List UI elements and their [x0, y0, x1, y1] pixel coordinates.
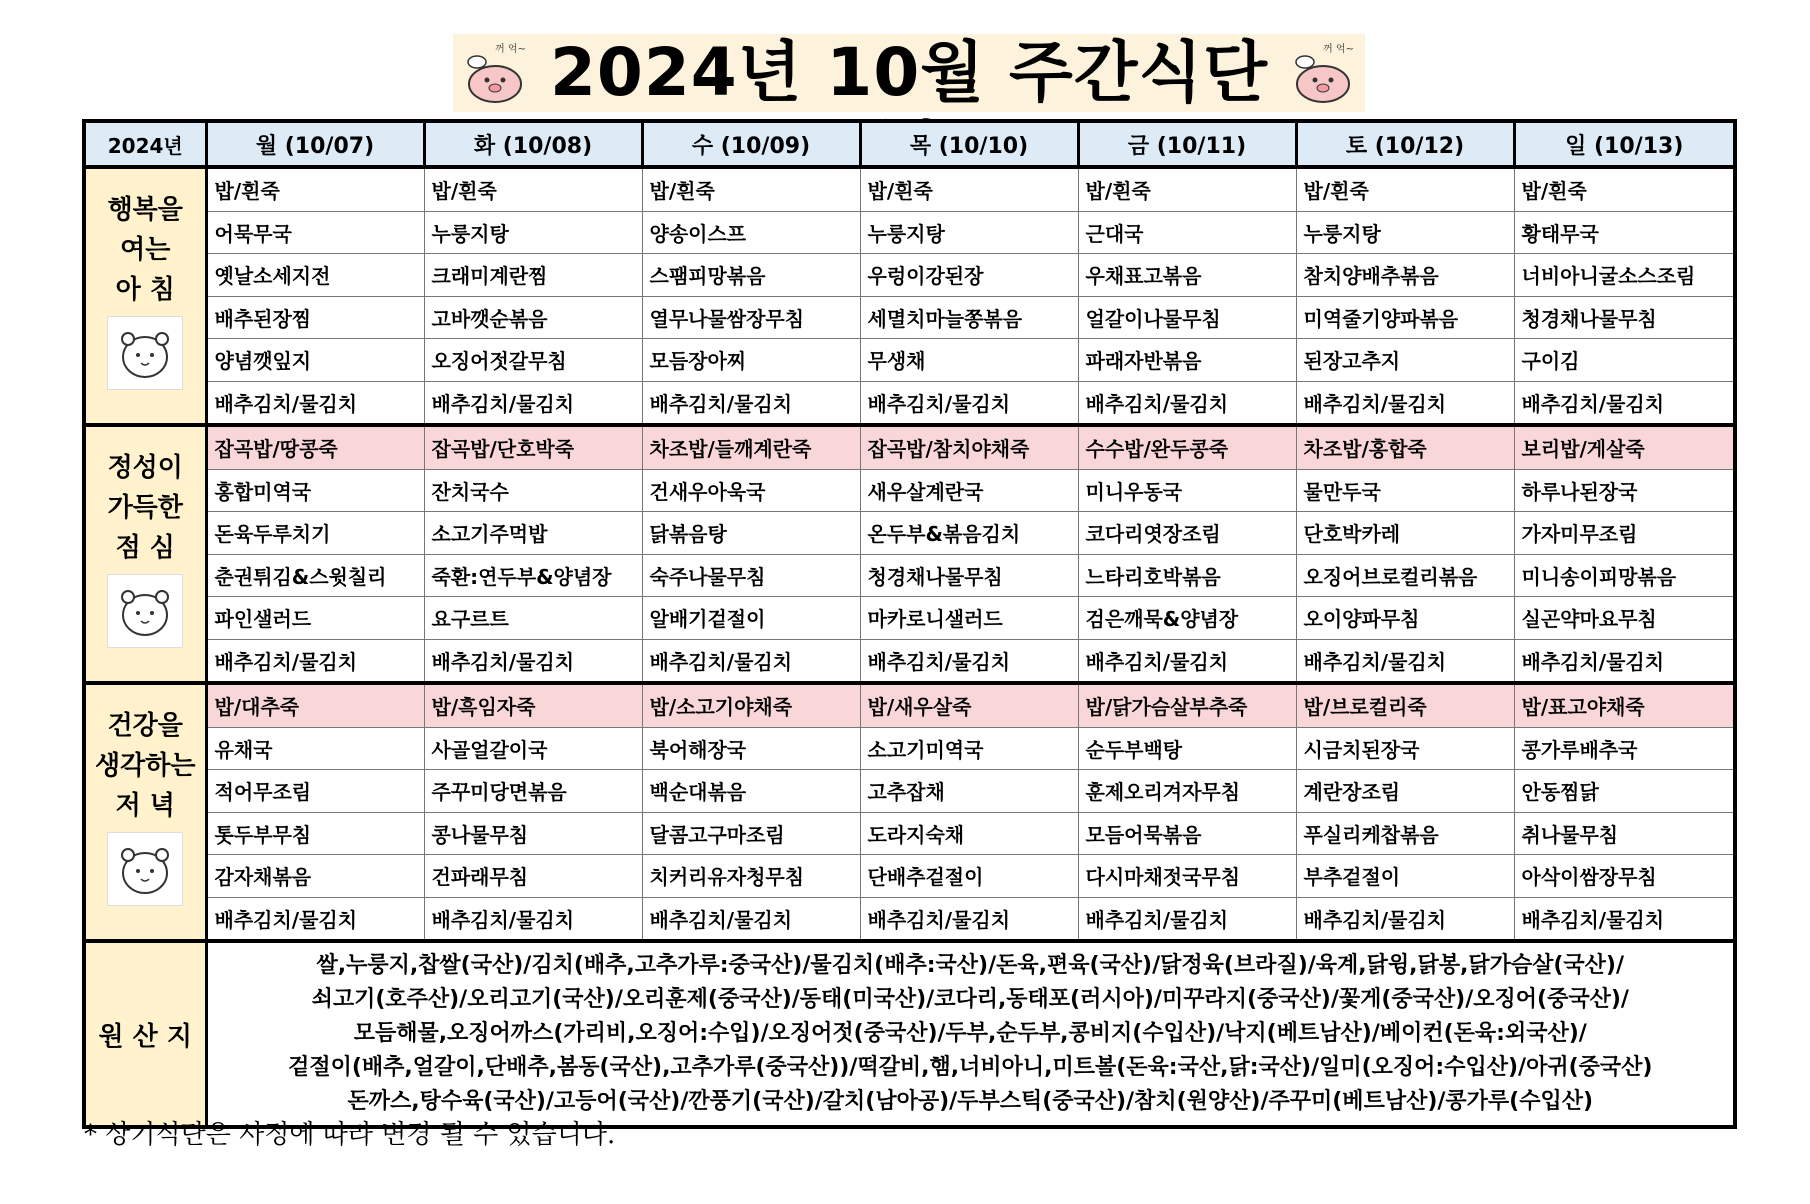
- menu-item: 차조밥/홍합죽: [1296, 425, 1514, 469]
- footnote: * 상기식단은 사정에 따라 변경 될 수 있습니다.: [84, 1120, 616, 1150]
- menu-item: 된장고추지: [1296, 339, 1514, 382]
- menu-item: 배추김치/물김치: [860, 381, 1078, 425]
- menu-item: 밥/흰죽: [1078, 167, 1296, 211]
- menu-item: 오이양파무침: [1296, 597, 1514, 640]
- title-banner: [453, 34, 1365, 112]
- menu-item: 모듬어묵볶음: [1078, 812, 1296, 855]
- menu-item: 실곤약마요무침: [1514, 597, 1735, 640]
- menu-item: 요구르트: [424, 597, 642, 640]
- menu-item: 밥/흰죽: [206, 167, 424, 211]
- menu-item: 우렁이강된장: [860, 254, 1078, 297]
- menu-item: 춘권튀김&스윗칠리: [206, 554, 424, 597]
- menu-item: 밥/소고기야채죽: [642, 683, 860, 727]
- menu-item: 닭볶음탕: [642, 512, 860, 555]
- menu-item: 양념깻잎지: [206, 339, 424, 382]
- menu-item: 모듬장아찌: [642, 339, 860, 382]
- day-header: 금 (10/11): [1078, 121, 1296, 167]
- meal-label-line: 저 녁: [115, 791, 175, 821]
- menu-item: 배추김치/물김치: [642, 639, 860, 683]
- menu-item: 수수밥/완두콩죽: [1078, 425, 1296, 469]
- menu-item: 밥/흰죽: [860, 167, 1078, 211]
- menu-item: 밥/닭가슴살부추죽: [1078, 683, 1296, 727]
- dinner-row: [84, 812, 1735, 855]
- lunch-row: [84, 425, 1735, 469]
- svg-text:꺼 억~: 꺼 억~: [1323, 44, 1354, 55]
- menu-item: 소고기주먹밥: [424, 512, 642, 555]
- menu-item: 적어무조림: [206, 770, 424, 813]
- menu-item: 죽환:연두부&양념장: [424, 554, 642, 597]
- menu-item: 배추김치/물김치: [1514, 639, 1735, 683]
- menu-item: 사골얼갈이국: [424, 727, 642, 770]
- menu-item: 배추김치/물김치: [206, 639, 424, 683]
- lunch-row: [84, 597, 1735, 640]
- origin-line: 모듬해물,오징어까스(가리비,오징어:수입)/오징어젓(중국산)/두부,순두부,콩비지(수입산)/낙지(베트남산)/베이컨(돈육:외국산)/: [353, 1021, 1587, 1046]
- menu-item: 어묵무국: [206, 211, 424, 254]
- menu-item: 아삭이쌈장무침: [1514, 855, 1735, 898]
- menu-item: 얼갈이나물무침: [1078, 296, 1296, 339]
- menu-item: 황태무국: [1514, 211, 1735, 254]
- menu-item: 잔치국수: [424, 469, 642, 512]
- breakfast-row: [84, 381, 1735, 425]
- menu-item: 근대국: [1078, 211, 1296, 254]
- breakfast-row: [84, 254, 1735, 297]
- menu-item: 도라지숙채: [860, 812, 1078, 855]
- menu-item: 배추김치/물김치: [424, 897, 642, 941]
- menu-item: 밥/대추죽: [206, 683, 424, 727]
- dinner-row: [84, 727, 1735, 770]
- menu-item: 배추김치/물김치: [642, 381, 860, 425]
- svg-text:꺼 억~: 꺼 억~: [495, 44, 526, 55]
- menu-item: 배추김치/물김치: [206, 381, 424, 425]
- menu-item: 누룽지탕: [1296, 211, 1514, 254]
- menu-item: 고추잡채: [860, 770, 1078, 813]
- menu-item: 배추김치/물김치: [1296, 897, 1514, 941]
- menu-item: 스팸피망볶음: [642, 254, 860, 297]
- lunch-row: [84, 639, 1735, 683]
- meal-label-line: 가득한: [107, 493, 183, 523]
- breakfast-row: [84, 211, 1735, 254]
- menu-item: 배추김치/물김치: [1296, 381, 1514, 425]
- origin-line: 쌀,누룽지,찹쌀(국산)/김치(배추,고추가루:중국산)/물김치(배추:국산)/돈육,편육(국산)/닭정육(브라질)/육계,닭윙,닭봉,닭가슴살(국산)/: [316, 953, 1625, 978]
- menu-item: 다시마채젓국무침: [1078, 855, 1296, 898]
- menu-item: 콩나물무침: [424, 812, 642, 855]
- day-header: 일 (10/13): [1514, 121, 1735, 167]
- year-header: 2024년: [84, 121, 206, 167]
- menu-item: 콩가루배추국: [1514, 727, 1735, 770]
- menu-item: 고바깻순볶음: [424, 296, 642, 339]
- header-row: [84, 121, 1735, 167]
- menu-item: 파래자반볶음: [1078, 339, 1296, 382]
- menu-item: 파인샐러드: [206, 597, 424, 640]
- lunch-row: [84, 554, 1735, 597]
- menu-item: 알배기겉절이: [642, 597, 860, 640]
- menu-item: 홍합미역국: [206, 469, 424, 512]
- menu-item: 누룽지탕: [860, 211, 1078, 254]
- menu-item: 청경채나물무침: [860, 554, 1078, 597]
- page-title: 2024년 10월 주간식단: [549, 34, 1269, 111]
- menu-item: 배추된장찜: [206, 296, 424, 339]
- origin-text: [206, 941, 1735, 1127]
- day-header: 목 (10/10): [860, 121, 1078, 167]
- menu-item: 단호박카레: [1296, 512, 1514, 555]
- bear-mascot-icon: [107, 832, 183, 906]
- menu-item: 밥/흰죽: [1296, 167, 1514, 211]
- dinner-row: [84, 855, 1735, 898]
- menu-item: 취나물무침: [1514, 812, 1735, 855]
- menu-item: 안동찜닭: [1514, 770, 1735, 813]
- menu-item: 계란장조림: [1296, 770, 1514, 813]
- menu-item: 배추김치/물김치: [642, 897, 860, 941]
- lunch-row: [84, 512, 1735, 555]
- meal-label-line: 점 심: [115, 533, 175, 563]
- menu-item: 밥/브로컬리죽: [1296, 683, 1514, 727]
- menu-item: 북어해장국: [642, 727, 860, 770]
- menu-item: 배추김치/물김치: [860, 897, 1078, 941]
- meal-label-line: 정성이: [107, 453, 183, 483]
- menu-item: 톳두부무침: [206, 812, 424, 855]
- menu-item: 푸실리케찹볶음: [1296, 812, 1514, 855]
- menu-item: 유채국: [206, 727, 424, 770]
- menu-item: 보리밥/게살죽: [1514, 425, 1735, 469]
- menu-item: 크래미계란찜: [424, 254, 642, 297]
- day-header: 토 (10/12): [1296, 121, 1514, 167]
- menu-item: 잡곡밥/단호박죽: [424, 425, 642, 469]
- menu-item: 오징어브로컬리볶음: [1296, 554, 1514, 597]
- menu-item: 미니송이피망볶음: [1514, 554, 1735, 597]
- breakfast-row: [84, 167, 1735, 211]
- menu-item: 오징어젓갈무침: [424, 339, 642, 382]
- pig-mascot-icon: [1285, 38, 1361, 110]
- menu-item: 밥/흰죽: [1514, 167, 1735, 211]
- menu-item: 밥/표고야채죽: [1514, 683, 1735, 727]
- menu-item: 건파래무침: [424, 855, 642, 898]
- menu-item: 밥/새우살죽: [860, 683, 1078, 727]
- bear-mascot-icon: [107, 316, 183, 390]
- bear-mascot-icon: [107, 574, 183, 648]
- breakfast-row: [84, 296, 1735, 339]
- day-header: 수 (10/09): [642, 121, 860, 167]
- meal-label-line: 여는: [120, 235, 171, 265]
- menu-table: [82, 119, 1737, 1129]
- menu-item: 훈제오리겨자무침: [1078, 770, 1296, 813]
- menu-item: 소고기미역국: [860, 727, 1078, 770]
- menu-item: 차조밥/들깨계란죽: [642, 425, 860, 469]
- menu-item: 구이김: [1514, 339, 1735, 382]
- menu-item: 코다리엿장조림: [1078, 512, 1296, 555]
- meal-label-line: 행복을: [107, 195, 183, 225]
- menu-item: 배추김치/물김치: [1514, 897, 1735, 941]
- menu-item: 단배추겉절이: [860, 855, 1078, 898]
- menu-item: 달콤고구마조림: [642, 812, 860, 855]
- menu-item: 참치양배추볶음: [1296, 254, 1514, 297]
- menu-item: 온두부&볶음김치: [860, 512, 1078, 555]
- menu-item: 배추김치/물김치: [860, 639, 1078, 683]
- menu-item: 배추김치/물김치: [1078, 897, 1296, 941]
- menu-item: 우채표고볶음: [1078, 254, 1296, 297]
- menu-item: 새우살계란국: [860, 469, 1078, 512]
- menu-item: 가자미무조림: [1514, 512, 1735, 555]
- menu-item: 너비아니굴소스조림: [1514, 254, 1735, 297]
- menu-item: 청경채나물무침: [1514, 296, 1735, 339]
- breakfast-label: [84, 167, 206, 425]
- menu-item: 누룽지탕: [424, 211, 642, 254]
- menu-item: 배추김치/물김치: [206, 897, 424, 941]
- menu-item: 무생채: [860, 339, 1078, 382]
- menu-item: 물만두국: [1296, 469, 1514, 512]
- day-header: 월 (10/07): [206, 121, 424, 167]
- menu-item: 배추김치/물김치: [1514, 381, 1735, 425]
- menu-item: 배추김치/물김치: [1078, 639, 1296, 683]
- menu-item: 배추김치/물김치: [1296, 639, 1514, 683]
- origin-line: 쇠고기(호주산)/오리고기(국산)/오리훈제(중국산)/동태(미국산)/코다리,동태포(러시아)/미꾸라지(중국산)/꽃게(중국산)/오징어(중국산)/: [311, 987, 1629, 1012]
- menu-item: 미니우동국: [1078, 469, 1296, 512]
- menu-item: 검은깨묵&양념장: [1078, 597, 1296, 640]
- menu-item: 잡곡밥/땅콩죽: [206, 425, 424, 469]
- origin-row: [84, 941, 1735, 1127]
- menu-item: 열무나물쌈장무침: [642, 296, 860, 339]
- meal-label-line: 건강을: [107, 711, 183, 741]
- menu-item: 마카로니샐러드: [860, 597, 1078, 640]
- meal-label-line: 생각하는: [95, 751, 196, 781]
- menu-item: 부추겉절이: [1296, 855, 1514, 898]
- menu-item: 건새우아욱국: [642, 469, 860, 512]
- menu-item: 순두부백탕: [1078, 727, 1296, 770]
- menu-item: 하루나된장국: [1514, 469, 1735, 512]
- menu-item: 밥/흰죽: [642, 167, 860, 211]
- menu-item: 양송이스프: [642, 211, 860, 254]
- menu-item: 미역줄기양파볶음: [1296, 296, 1514, 339]
- lunch-label: [84, 425, 206, 683]
- menu-item: 배추김치/물김치: [424, 381, 642, 425]
- menu-item: 감자채볶음: [206, 855, 424, 898]
- origin-line: 겉절이(배추,얼갈이,단배추,봄동(국산),고추가루(중국산))/떡갈비,햄,너비아니,미트볼(돈육:국산,닭:국산)/일미(오징어:수입산)/아귀(중국산): [288, 1055, 1653, 1080]
- origin-line: 돈까스,탕수육(국산)/고등어(국산)/깐풍기(국산)/갈치(남아공)/두부스틱(중국산)/참치(원양산)/주꾸미(베트남산)/콩가루(수입산): [347, 1089, 1594, 1114]
- menu-item: 숙주나물무침: [642, 554, 860, 597]
- menu-item: 밥/흑임자죽: [424, 683, 642, 727]
- meal-label-line: 아 침: [115, 275, 175, 305]
- menu-item: 시금치된장국: [1296, 727, 1514, 770]
- dinner-row: [84, 683, 1735, 727]
- dinner-row: [84, 897, 1735, 941]
- pig-mascot-icon: [457, 38, 533, 110]
- menu-item: 치커리유자청무침: [642, 855, 860, 898]
- dinner-label: [84, 683, 206, 941]
- menu-item: 옛날소세지전: [206, 254, 424, 297]
- origin-label: 원 산 지: [84, 941, 206, 1127]
- menu-item: 백순대볶음: [642, 770, 860, 813]
- menu-item: 밥/흰죽: [424, 167, 642, 211]
- menu-item: 잡곡밥/참치야채죽: [860, 425, 1078, 469]
- menu-item: 돈육두루치기: [206, 512, 424, 555]
- menu-item: 느타리호박볶음: [1078, 554, 1296, 597]
- menu-item: 주꾸미당면볶음: [424, 770, 642, 813]
- menu-item: 세멸치마늘쫑볶음: [860, 296, 1078, 339]
- lunch-row: [84, 469, 1735, 512]
- menu-item: 배추김치/물김치: [1078, 381, 1296, 425]
- dinner-row: [84, 770, 1735, 813]
- day-header: 화 (10/08): [424, 121, 642, 167]
- menu-item: 배추김치/물김치: [424, 639, 642, 683]
- breakfast-row: [84, 339, 1735, 382]
